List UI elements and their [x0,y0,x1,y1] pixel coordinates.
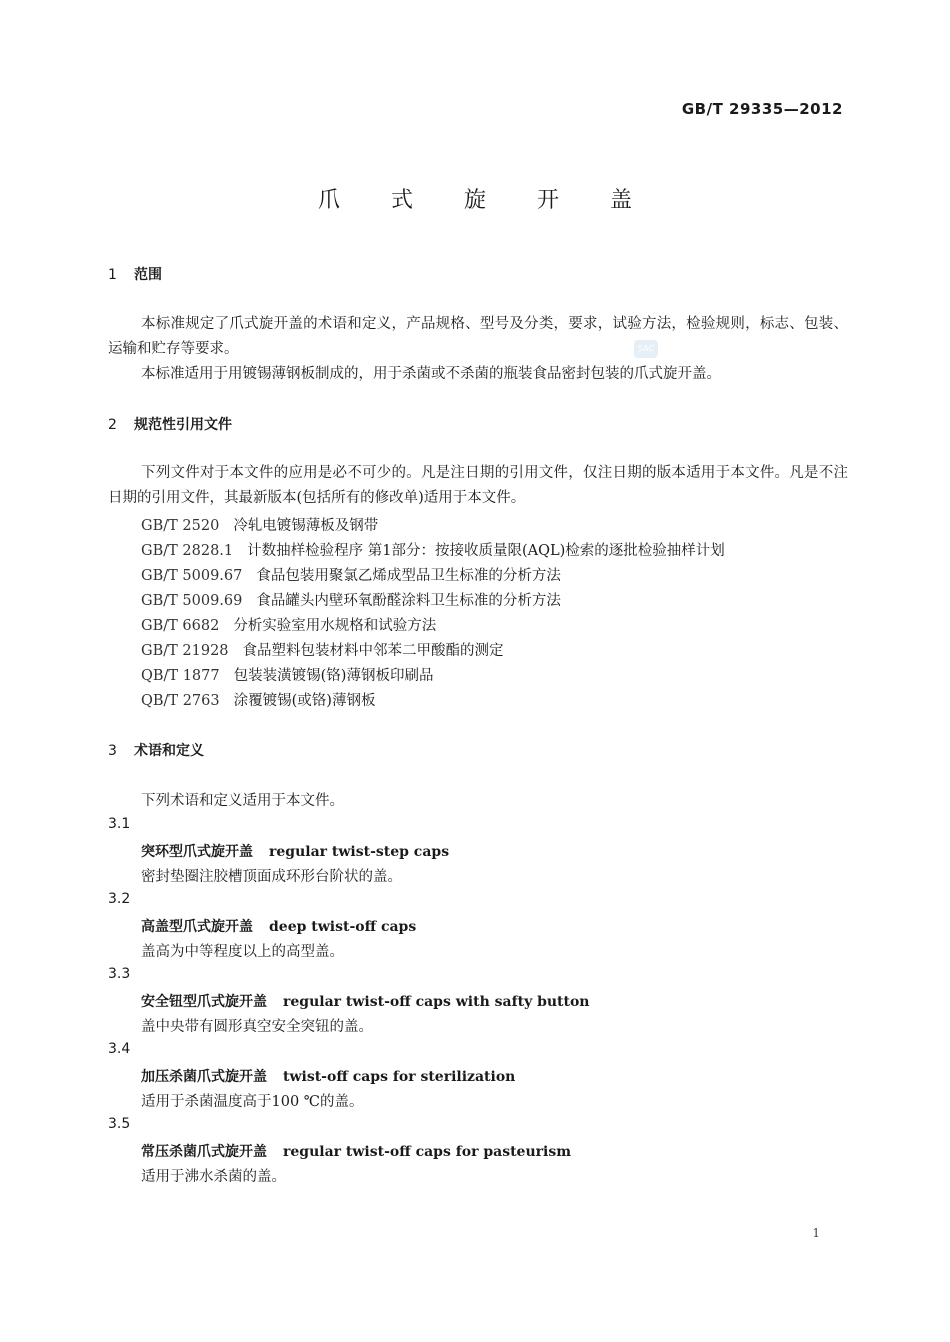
term-name-en: deep twist-off caps [269,919,417,935]
reference-item [141,664,433,685]
section-1-paragraph-2: 本标准适用于用镀锡薄钢板制成的，用于杀菌或不杀菌的瓶装食品密封包装的爪式旋开盖。 [141,366,721,382]
section-number: 1 [108,267,117,283]
reference-item [141,639,504,660]
term-number: 3.5 [108,1116,131,1132]
page-number: 1 [812,1226,820,1240]
reference-code: QB/T 2763 [141,693,220,709]
reference-title: 冷轧电镀锡薄板及钢带 [233,518,379,534]
term-definition: 盖高为中等程度以上的高型盖。 [141,944,344,960]
reference-title: 分析实验室用水规格和试验方法 [233,618,437,634]
term-number: 3.4 [108,1041,131,1057]
term-name-en: regular twist-off caps with safty button [283,994,590,1010]
term-definition: 盖中央带有圆形真空安全突钮的盖。 [141,1019,373,1035]
reference-title: 食品包装用聚氯乙烯成型品卫生标准的分析方法 [256,568,561,584]
reference-item [141,564,561,585]
term-definition: 适用于沸水杀菌的盖。 [141,1169,286,1185]
section-3-paragraph-1: 下列术语和定义适用于本文件。 [141,793,344,809]
section-2-heading [108,414,232,434]
reference-title: 涂覆镀锡(或铬)薄钢板 [233,693,376,709]
reference-item [141,539,725,560]
reference-code: GB/T 6682 [141,618,220,634]
term-name [141,841,449,861]
term-name [141,1141,571,1161]
section-1-paragraph-1: 本标准规定了爪式旋开盖的术语和定义，产品规格、型号及分类，要求，试验方法，检验规则，标志、包装、运输和贮存等要求。 [108,316,848,357]
document-title: 爪 式 旋 开 盖 [318,188,654,213]
term-name-zh: 加压杀菌爪式旋开盖 [141,1069,267,1085]
term-name-zh: 安全钮型爪式旋开盖 [141,994,267,1010]
reference-item [141,689,375,710]
term-name-en: regular twist-off caps for pasteurism [283,1144,572,1160]
section-3-heading [108,740,204,760]
reference-title: 食品罐头内壁环氧酚醛涂料卫生标准的分析方法 [256,593,561,609]
reference-title: 计数抽样检验程序 第1部分：按接收质量限(AQL)检索的逐批检验抽样计划 [247,543,725,559]
section-title: 规范性引用文件 [134,417,232,433]
term-number: 3.2 [108,891,131,907]
term-number: 3.3 [108,966,131,982]
term-name-zh: 高盖型爪式旋开盖 [141,919,253,935]
term-name-zh: 常压杀菌爪式旋开盖 [141,1144,267,1160]
term-name [141,1066,515,1086]
section-title: 术语和定义 [134,743,204,759]
reference-title: 食品塑料包装材料中邻苯二甲酸酯的测定 [242,643,504,659]
section-title: 范围 [134,267,162,283]
watermark-logo: SAC [634,340,658,358]
term-name [141,991,590,1011]
reference-code: GB/T 5009.67 [141,568,243,584]
reference-item [141,589,561,610]
section-number: 3 [108,743,117,759]
term-name [141,916,416,936]
reference-code: QB/T 1877 [141,668,220,684]
reference-code: GB/T 5009.69 [141,593,243,609]
standard-code: GB/T 29335—2012 [681,100,843,118]
reference-item [141,614,436,635]
section-2-paragraph-1: 下列文件对于本文件的应用是必不可少的。凡是注日期的引用文件，仅注日期的版本适用于本文件。凡是不注日期的引用文件，其最新版本(包括所有的修改单)适用于本文件。 [108,465,848,506]
term-name-en: twist-off caps for sterilization [283,1069,516,1085]
reference-code: GB/T 2520 [141,518,220,534]
term-name-en: regular twist-step caps [269,844,450,860]
reference-code: GB/T 21928 [141,643,229,659]
reference-item [141,514,378,535]
section-number: 2 [108,417,117,433]
term-name-zh: 突环型爪式旋开盖 [141,844,253,860]
section-1-heading [108,264,162,284]
term-definition: 适用于杀菌温度高于100 ℃的盖。 [141,1094,364,1110]
reference-title: 包装装潢镀锡(铬)薄钢板印刷品 [233,668,434,684]
term-number: 3.1 [108,816,131,832]
term-definition: 密封垫圈注胶槽顶面成环形台阶状的盖。 [141,869,402,885]
reference-code: GB/T 2828.1 [141,543,234,559]
